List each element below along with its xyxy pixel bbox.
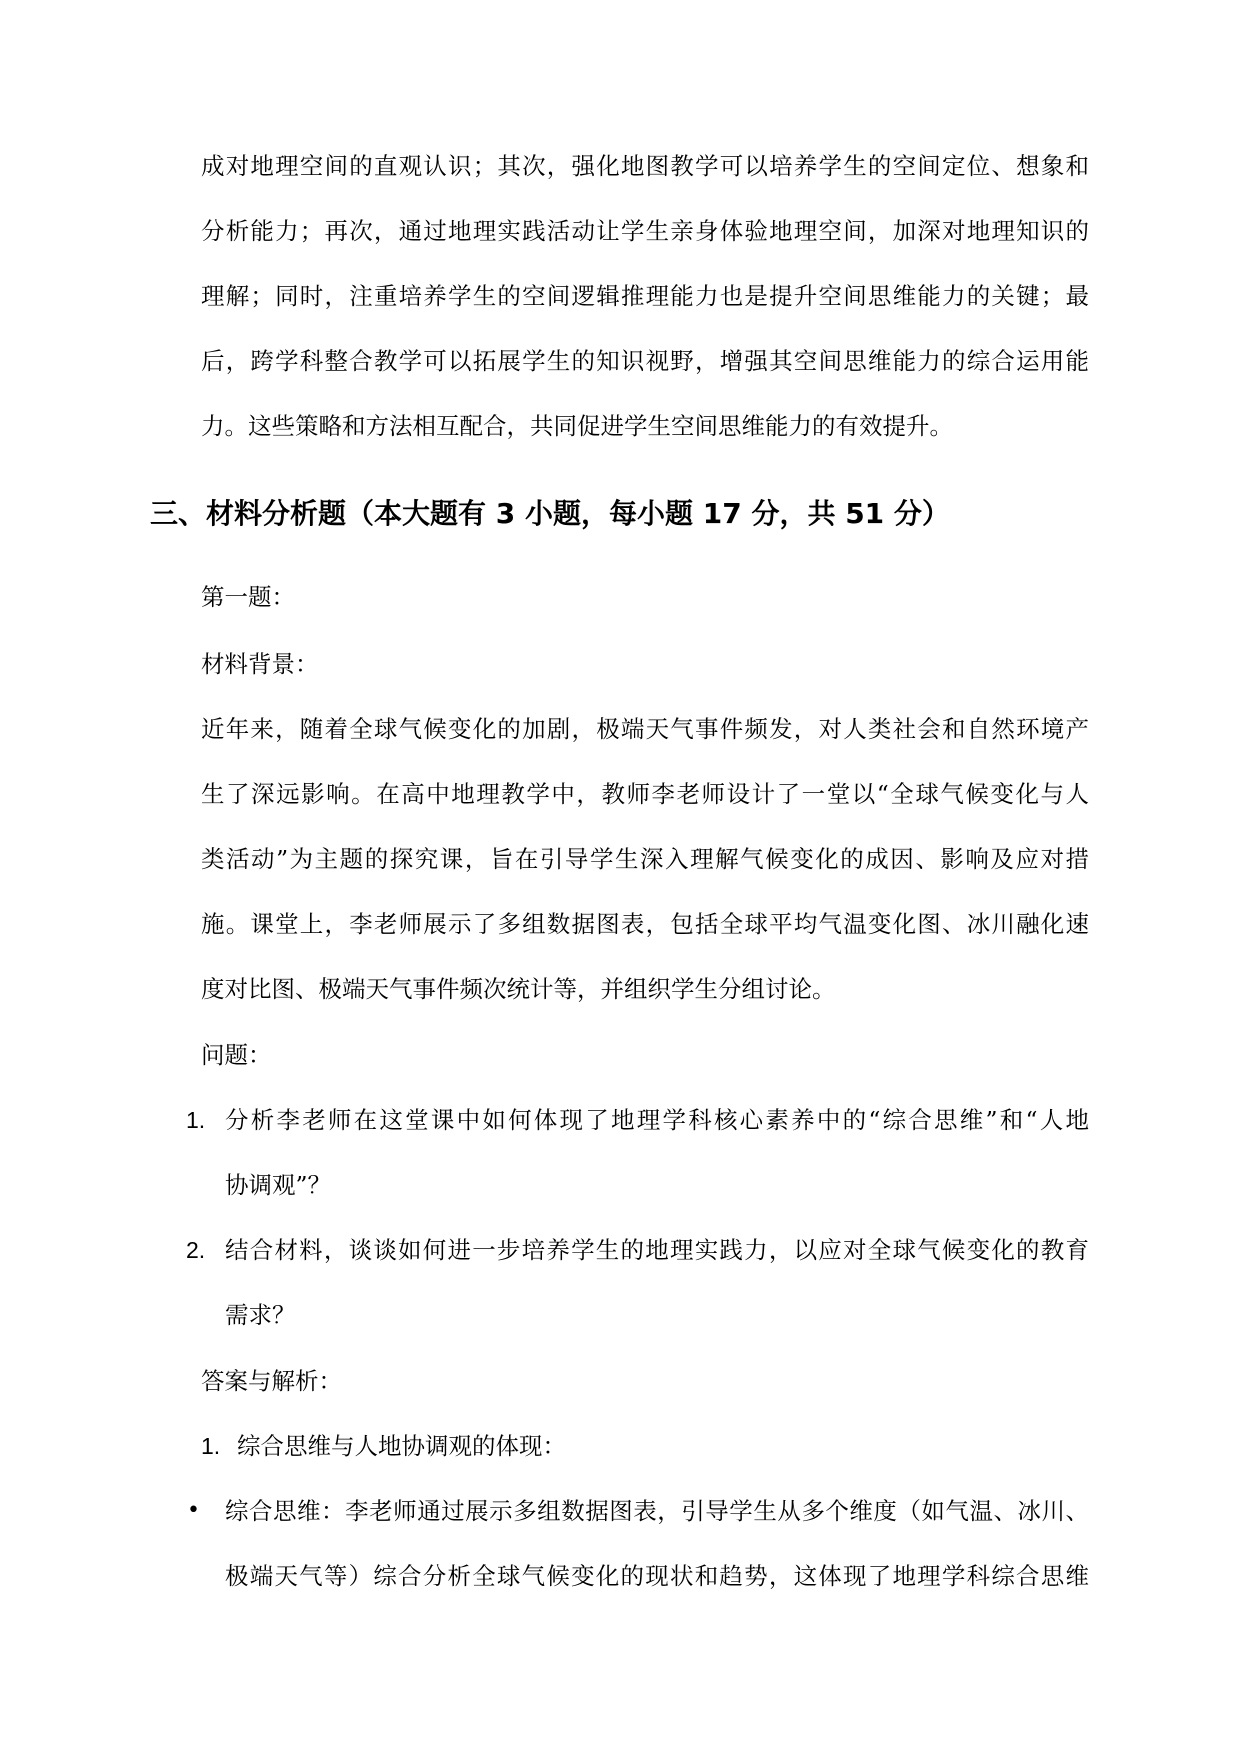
- problem-label: 问题：: [201, 1041, 272, 1069]
- intro-line-2: 分析能力；再次，通过地理实践活动让学生亲身体验地理空间，加深对地理知识的: [201, 217, 1089, 245]
- intro-line-3: 理解；同时，注重培养学生的空间逻辑推理能力也是提升空间思维能力的关键；最: [201, 282, 1089, 310]
- intro-line-1: 成对地理空间的直观认识；其次，强化地图教学可以培养学生的空间定位、想象和: [201, 152, 1089, 180]
- background-line-1: 近年来，随着全球气候变化的加剧，极端天气事件频发，对人类社会和自然环境产: [201, 715, 1089, 743]
- background-line-4: 施。课堂上，李老师展示了多组数据图表，包括全球平均气温变化图、冰川融化速: [201, 910, 1089, 938]
- question-2-line-2: 需求？: [225, 1301, 296, 1329]
- question-1-line-1: 分析李老师在这堂课中如何体现了地理学科核心素养中的“综合思维”和“人地: [225, 1106, 1089, 1134]
- answer-label: 答案与解析：: [201, 1367, 342, 1395]
- question-number-1: 1.: [186, 1107, 206, 1133]
- question-number-2: 2.: [186, 1237, 206, 1263]
- intro-line-4: 后，跨学科整合教学可以拓展学生的知识视野，增强其空间思维能力的综合运用能: [201, 347, 1089, 375]
- question-2-line-1: 结合材料，谈谈如何进一步培养学生的地理实践力，以应对全球气候变化的教育: [225, 1236, 1089, 1264]
- answer-number-1: 1.: [201, 1433, 221, 1459]
- bullet-line-2: 极端天气等）综合分析全球气候变化的现状和趋势，这体现了地理学科综合思维: [225, 1562, 1089, 1590]
- background-label: 材料背景：: [201, 650, 319, 678]
- intro-line-5: 力。这些策略和方法相互配合，共同促进学生空间思维能力的有效提升。: [201, 412, 953, 440]
- background-line-5: 度对比图、极端天气事件频次统计等，并组织学生分组讨论。: [201, 975, 836, 1003]
- question-label: 第一题：: [201, 583, 295, 611]
- section-heading: 三、材料分析题（本大题有 3 小题，每小题 17 分，共 51 分）: [150, 497, 950, 530]
- answer-item-1-text: 综合思维与人地协调观的体现：: [237, 1432, 566, 1460]
- background-line-2: 生了深远影响。在高中地理教学中，教师李老师设计了一堂以“全球气候变化与人: [201, 780, 1089, 808]
- bullet-line-1: 综合思维：李老师通过展示多组数据图表，引导学生从多个维度（如气温、冰川、: [225, 1497, 1089, 1525]
- question-1-line-2: 协调观”？: [225, 1171, 332, 1199]
- bullet-icon: •: [187, 1498, 200, 1523]
- background-line-3: 类活动”为主题的探究课，旨在引导学生深入理解气候变化的成因、影响及应对措: [201, 845, 1089, 873]
